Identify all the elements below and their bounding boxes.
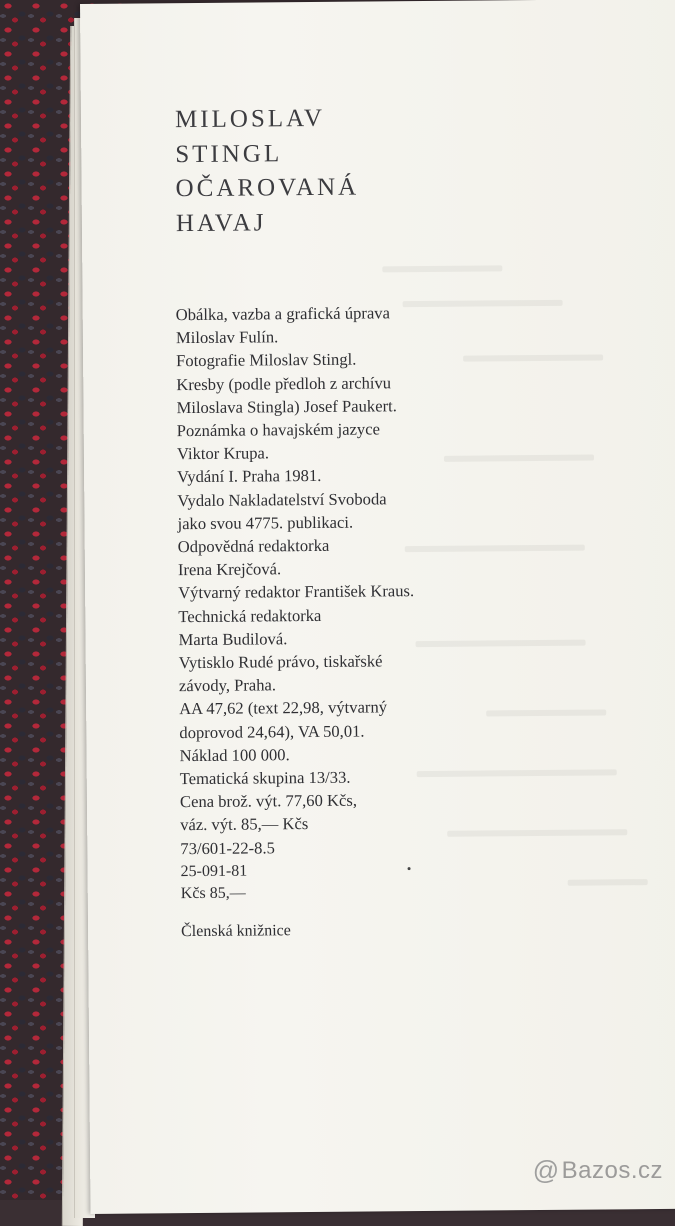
colophon-line: Obálka, vazba a grafická úprava <box>175 303 391 325</box>
colophon-line: Tematická skupina 13/33. <box>179 767 351 789</box>
catalog-code: 25-091-81 <box>180 862 248 881</box>
colophon-line: Fotografie Miloslav Stingl. <box>176 350 357 371</box>
book-title-line-2: HAVAJ <box>175 208 267 237</box>
ink-dot <box>408 867 411 870</box>
colophon-line: závody, Praha. <box>178 675 277 696</box>
colophon-line: Miloslava Stingla) Josef Paukert. <box>176 396 397 417</box>
colophon-line: Kresby (podle předloh z archívu <box>176 372 392 394</box>
bleed-through-mark <box>417 769 617 777</box>
book-title-block <box>175 102 360 242</box>
bleed-through-mark <box>463 354 603 361</box>
colophon-line: Poznámka o havajském jazyce <box>176 419 381 441</box>
price: Kčs 85,— <box>180 884 246 903</box>
colophon-line: Marta Budilová. <box>178 629 288 650</box>
bleed-through-mark <box>444 455 594 462</box>
colophon-line: Cena brož. výt. 77,60 Kčs, <box>179 790 358 812</box>
catalog-numbers <box>180 861 247 906</box>
colophon-line: Vytisklo Rudé právo, tiskařské <box>178 651 383 673</box>
club-edition-label: Členská knižnice <box>181 922 291 941</box>
colophon-line: Odpovědná redaktorka <box>177 535 330 557</box>
colophon-line: váz. výt. 85,— Kčs <box>180 814 309 835</box>
bleed-through-mark <box>403 300 563 307</box>
bleed-through-mark <box>447 829 627 837</box>
book-page <box>80 0 675 1214</box>
colophon-line: 73/601-22-8.5 <box>180 838 275 858</box>
colophon-line: AA 47,62 (text 22,98, výtvarný <box>179 697 388 719</box>
colophon-line: Irena Krejčová. <box>177 559 282 580</box>
colophon-line: Výtvarný redaktor František Kraus. <box>178 581 415 603</box>
bleed-through-mark <box>416 640 586 647</box>
watermark <box>533 1155 663 1186</box>
colophon-line: Náklad 100 000. <box>179 745 290 766</box>
author-last-name: STINGL <box>175 139 283 168</box>
watermark-text: Bazos.cz <box>561 1156 663 1184</box>
at-sign-icon: @ <box>532 1155 560 1185</box>
bleed-through-mark <box>568 879 648 886</box>
colophon-line: doprovod 24,64), VA 50,01. <box>179 721 365 742</box>
bleed-through-mark <box>382 265 502 272</box>
colophon-line: jako svou 4775. publikaci. <box>177 512 354 533</box>
colophon-line: Miloslav Fulín. <box>175 327 279 348</box>
bleed-through-mark <box>486 709 606 716</box>
colophon <box>176 301 417 860</box>
bleed-through-mark <box>405 545 585 553</box>
author-first-name: MILOSLAV <box>174 104 326 134</box>
colophon-line: Technická redaktorka <box>178 605 322 626</box>
colophon-line: Vydalo Nakladatelství Svoboda <box>177 488 387 510</box>
book-title-line-1: OČAROVANÁ <box>175 173 360 203</box>
colophon-line: Vydání I. Praha 1981. <box>177 466 322 487</box>
colophon-line: Viktor Krupa. <box>176 443 270 464</box>
